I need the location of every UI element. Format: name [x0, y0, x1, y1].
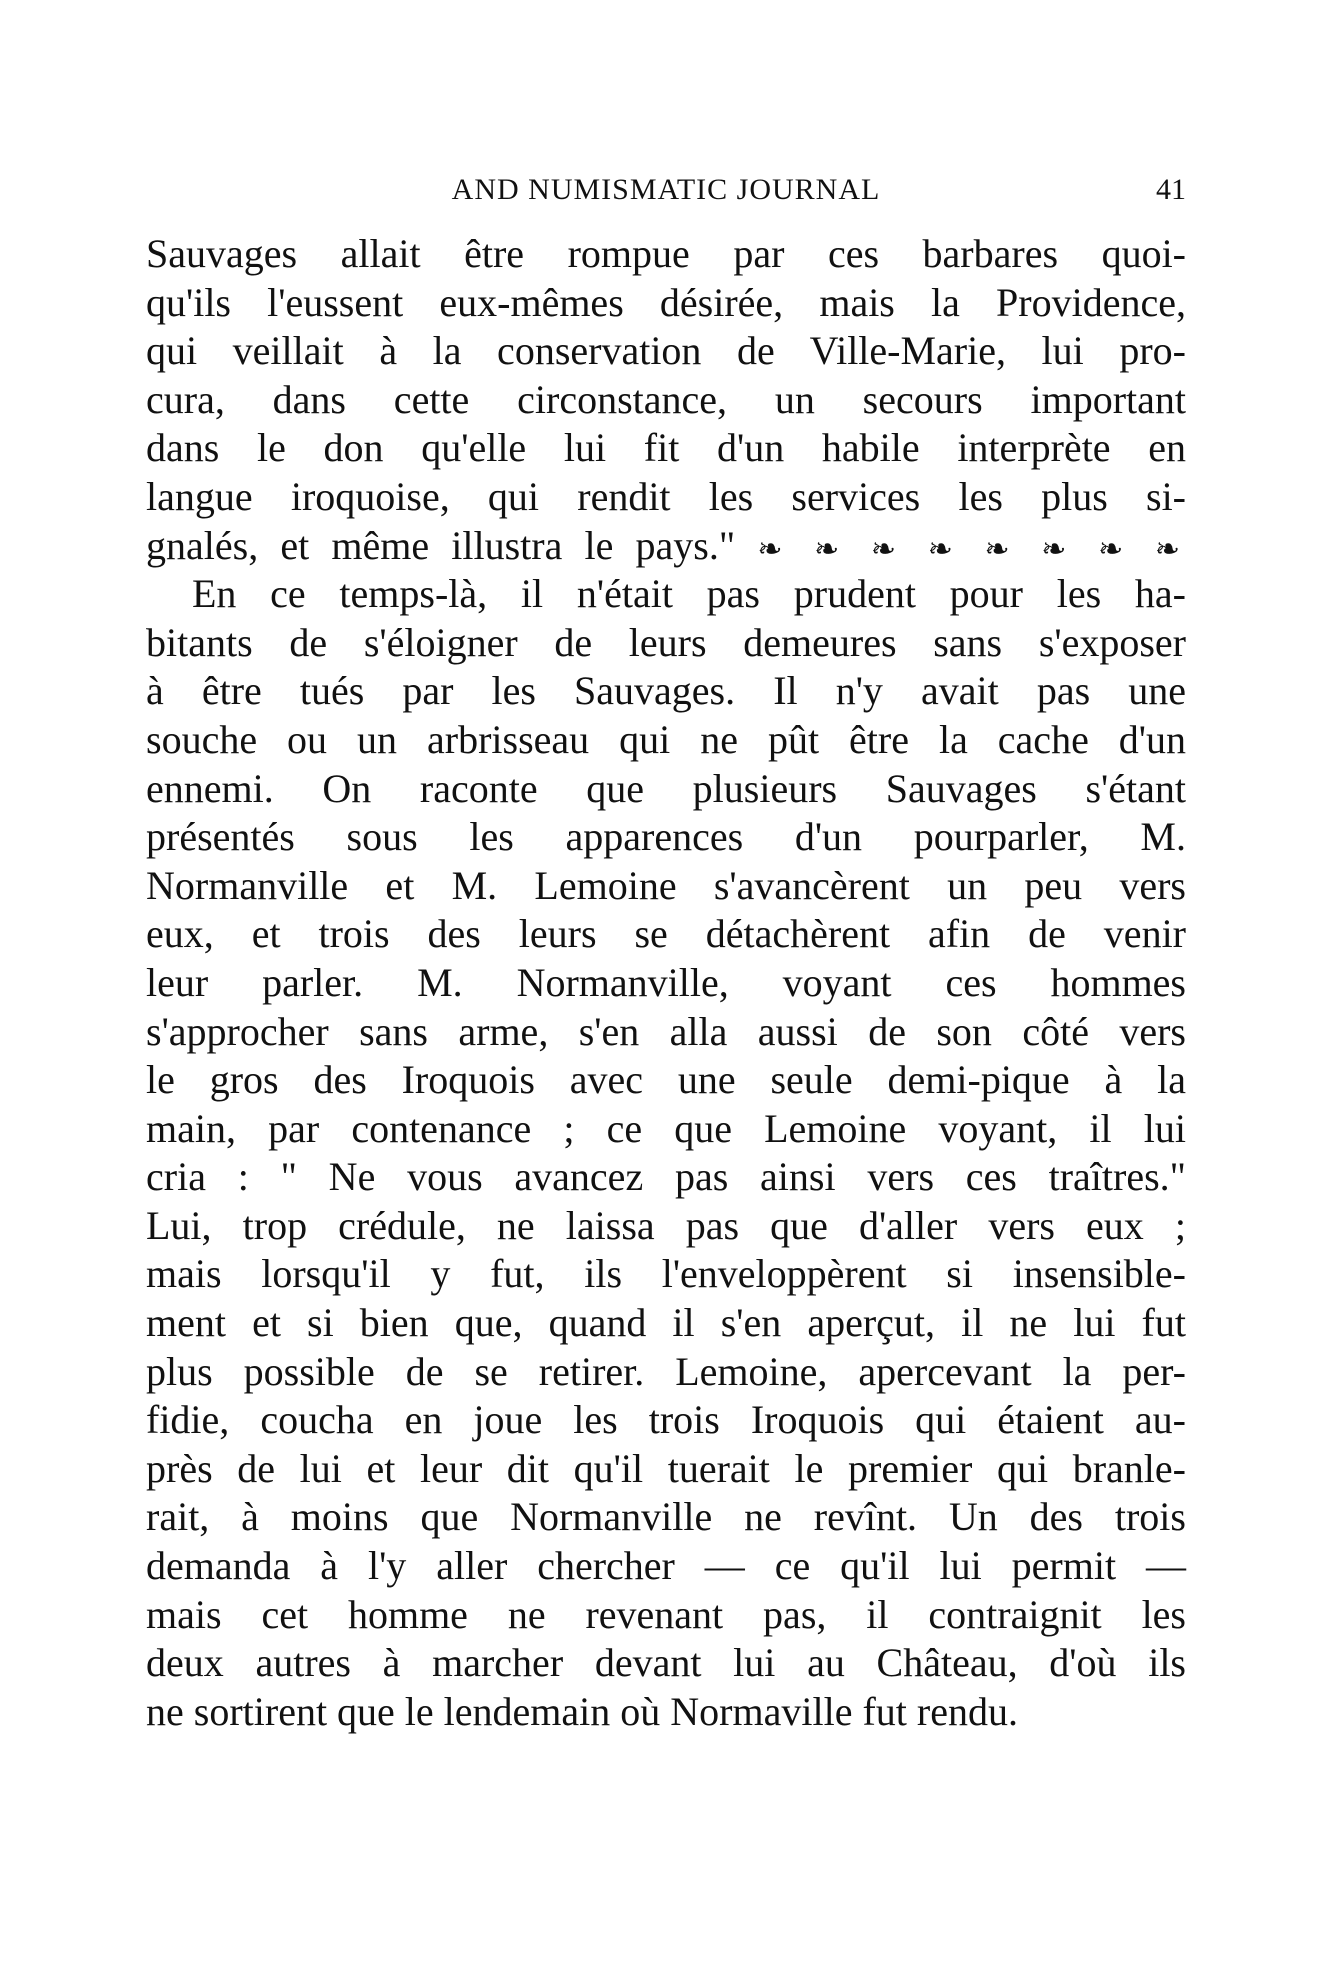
text-line: qu'ils l'eussent eux-mêmes désirée, mais la Providence, [146, 279, 1186, 325]
text-line: bitants de s'éloigner de leurs demeures sans s'exposer [146, 619, 1186, 665]
running-title: AND NUMISMATIC JOURNAL [451, 173, 881, 206]
text-line: demanda à l'y aller chercher — ce qu'il lui permit — [146, 1543, 1186, 1589]
text-line: cria : " Ne vous avancez pas ainsi vers ces traîtres." [146, 1154, 1186, 1200]
text-line: rait, à moins que Normanville ne revînt. Un des trois [146, 1494, 1186, 1540]
text-line: ennemi. On raconte que plusieurs Sauvages s'étant [146, 765, 1186, 811]
text-line: à être tués par les Sauvages. Il n'y avait pas une [146, 668, 1186, 714]
text-line: eux, et trois des leurs se détachèrent afin de venir [146, 911, 1186, 957]
text-line: le gros des Iroquois avec une seule demi-pique à la [146, 1057, 1186, 1103]
text-line: près de lui et leur dit qu'il tuerait le premier qui branle- [146, 1445, 1186, 1491]
text-line: Normanville et M. Lemoine s'avancèrent un peu vers [146, 862, 1186, 908]
text-line: fidie, coucha en joue les trois Iroquois qui étaient au- [146, 1397, 1186, 1443]
text-line: ne sortirent que le lendemain où Normaville fut rendu. [146, 1688, 1018, 1734]
running-head [146, 168, 1186, 212]
text-line: souche ou un arbrisseau qui ne pût être la cache d'un [146, 716, 1186, 762]
text-line: Sauvages allait être rompue par ces barbares quoi- [146, 231, 1186, 276]
page-number: 41 [1156, 173, 1186, 206]
paragraph [146, 230, 1186, 570]
text-line-with-ornaments [146, 522, 1186, 571]
text-line: s'approcher sans arme, s'en alla aussi de son côté vers [146, 1008, 1186, 1054]
text-line: En ce temps-là, il n'était pas prudent pour les ha- [192, 571, 1186, 617]
fleuron-ornament-icon: ❧ ❧ ❧ ❧ ❧ ❧ ❧ ❧ [757, 532, 1186, 566]
text-line: leur parler. M. Normanville, voyant ces hommes [146, 959, 1186, 1005]
text-line: Lui, trop crédule, ne laissa pas que d'aller vers eux ; [146, 1202, 1186, 1248]
text-line: langue iroquoise, qui rendit les services les plus si- [146, 473, 1186, 519]
text-line: deux autres à marcher devant lui au Château, d'où ils [146, 1640, 1186, 1686]
text-line: cura, dans cette circonstance, un secours important [146, 376, 1186, 422]
text-line: plus possible de se retirer. Lemoine, apercevant la per- [146, 1348, 1186, 1394]
paragraph [146, 570, 1186, 1736]
text-line: présentés sous les apparences d'un pourparler, M. [146, 814, 1186, 860]
body-text [146, 230, 1186, 1736]
text-line: mais lorsqu'il y fut, ils l'enveloppèrent si insensible- [146, 1251, 1186, 1297]
text-line: qui veillait à la conservation de Ville-Marie, lui pro- [146, 328, 1186, 374]
text-line: mais cet homme ne revenant pas, il contraignit les [146, 1591, 1186, 1637]
text-line: main, par contenance ; ce que Lemoine voyant, il lui [146, 1105, 1186, 1151]
text-line: ment et si bien que, quand il s'en aperçut, il ne lui fut [146, 1300, 1186, 1346]
text-line-end: gnalés, et même illustra le pays." [146, 522, 736, 568]
text-line: dans le don qu'elle lui fit d'un habile interprète en [146, 425, 1186, 471]
